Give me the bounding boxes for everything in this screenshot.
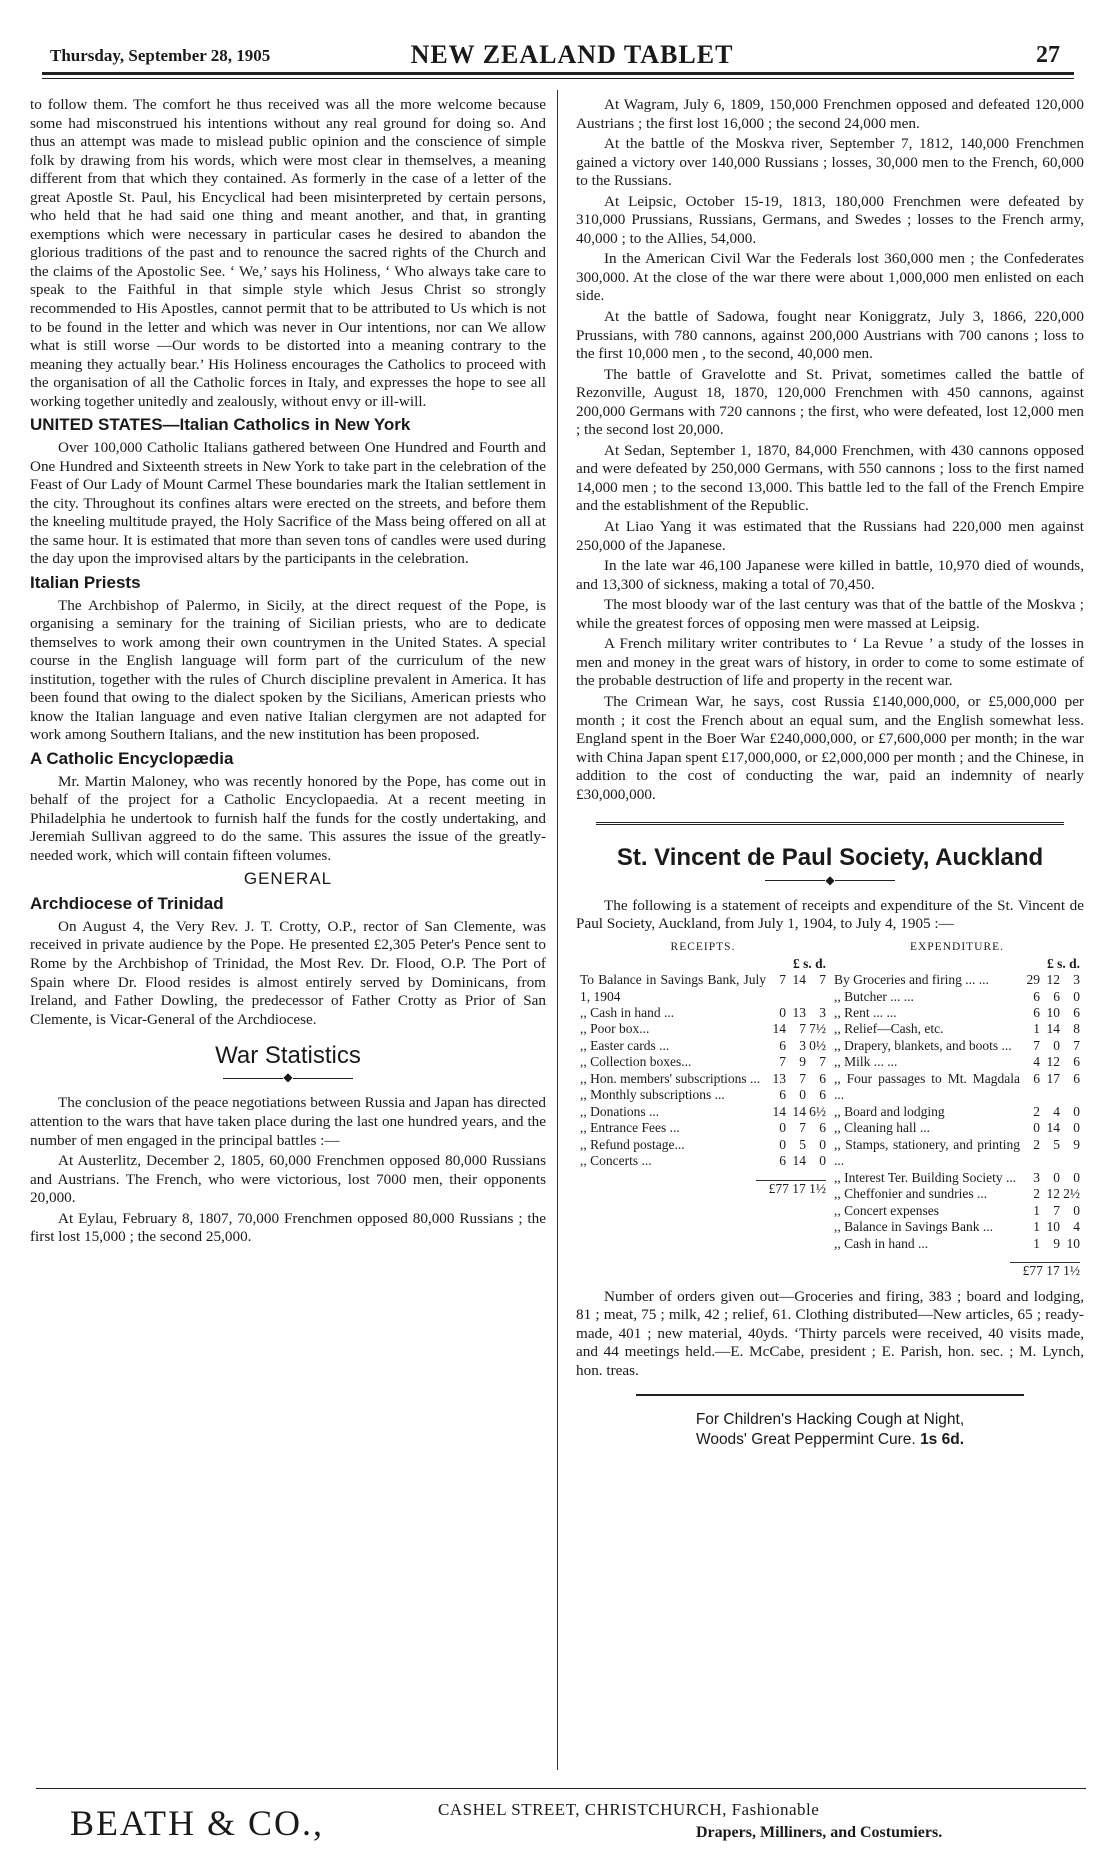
article-paragraph: At Sedan, September 1, 1870, 84,000 Frenchmen, with 430 cannons opposed and were defeated by 250,000 Germans, with 550 cannons ; loss to the first named 14,000 men ; to the second 13,000. This battle led to the fall of the French Empire and the establishment of the Republic.	[576, 441, 1084, 515]
section-heading: GENERAL	[243, 869, 333, 889]
pence-value: 6	[819, 1070, 826, 1086]
ledger-label: ,, Refund postage...	[580, 1136, 685, 1152]
shillings-value: 4	[1053, 1103, 1060, 1119]
ledger-row	[580, 1038, 826, 1054]
currency-header: £ s. d.	[792, 955, 826, 971]
ledger-row	[580, 1153, 826, 1169]
column-divider	[557, 90, 558, 1770]
firm-trade: Drapers, Milliners, and Costumiers.	[696, 1824, 943, 1841]
ledger-label: ,, Entrance Fees ...	[580, 1120, 680, 1136]
pence-value: 0½	[809, 1037, 826, 1053]
pounds-value: 0	[1033, 1120, 1040, 1136]
shillings-value: 10	[1046, 1005, 1060, 1021]
ledger-label: ,, Interest Ter. Building Society ...	[834, 1169, 1017, 1185]
advertisement	[576, 1410, 1084, 1449]
page-number: 27	[1036, 42, 1060, 68]
pence-value: 10	[1066, 1235, 1080, 1251]
article-paragraph: The following is a statement of receipts and expenditure of the St. Vincent de Paul Society, Auckland, from July 1, 1904, to July 4, 1905 :—	[576, 896, 1084, 933]
section-separator	[636, 1394, 1024, 1396]
ledger-row	[834, 1203, 1080, 1219]
ledger-row	[580, 972, 826, 1005]
header-rule	[42, 72, 1074, 75]
pounds-value: 13	[772, 1070, 786, 1086]
section-heading: A Catholic Encyclopædia	[30, 748, 234, 768]
article-paragraph: to follow them. The comfort he thus received was all the more welcome because some had misconstrued his intentions without any real ground for doing so. And thus an attempt was made to mislead public opinion and the conscience of simple folk by drawing from his words, which were most clear in themselves, a meaning different from that which they contained. As formerly in the case of a letter of the great Apostle St. Paul, his Encyclical had been misinterpreted by certain persons, who held that he had said one thing and meant another, and that, in granting exemptions which were necessary in particular cases he desired to abandon the glorious traditions of the past and to renounce the sacred rights of the Church and the claims of the Apostolic See. ‘ We,’ says his Holiness, ‘ Who always take care to speak to the Faithful in that simple style which Jesus Christ so strongly recommended to His Apostles, cannot permit that to be attributed to Us which is not to be found in the letter and which was never in Our intentions, nor can We allow what is still worse —Our words to be distorted into a meaning contrary to the meaning they actually bear.’ His Holiness encourages the Catholics to proceed with the organisation of all the Catholic forces in Italy, and expresses the hope to see all working together unitedly and zealously, without envy or ill-will.	[30, 96, 546, 410]
ledger-label: ,, Hon. members' subscriptions ...	[580, 1070, 761, 1086]
receipts-list	[580, 972, 826, 1170]
pence-value: 7	[1073, 1037, 1080, 1053]
ornament-divider: ◆	[30, 1072, 546, 1082]
ledger-label: ,, Cash in hand ...	[834, 1235, 929, 1251]
pounds-value: 2	[1033, 1186, 1040, 1202]
ledger-label: ,, Balance in Savings Bank ...	[834, 1219, 993, 1235]
ledger-row	[834, 1071, 1080, 1104]
shillings-value: 14	[792, 972, 806, 988]
ledger-row	[580, 1071, 826, 1087]
ad-line: For Children's Hacking Cough at Night,	[695, 1411, 965, 1429]
ledger-label: ,, Collection boxes...	[580, 1054, 692, 1070]
shillings-value: 5	[799, 1136, 806, 1152]
pence-value: 0	[1073, 1120, 1080, 1136]
ledger-label: ,, Monthly subscriptions ...	[580, 1087, 725, 1103]
shillings-value: 3	[799, 1037, 806, 1053]
article-title: War Statistics	[215, 1042, 361, 1070]
pence-value: 6½	[809, 1103, 826, 1119]
shillings-value: 9	[1053, 1235, 1060, 1251]
ledger-label: ,, Concerts ...	[580, 1153, 652, 1169]
shillings-value: 10	[1046, 1219, 1060, 1235]
pounds-value: 6	[779, 1087, 786, 1103]
shillings-value: 12	[1046, 972, 1060, 988]
pounds-value: 29	[1026, 972, 1040, 988]
article-paragraph: At the battle of Sadowa, fought near Koniggratz, July 3, 1866, 220,000 Prussians, with 780 cannons, against 200,000 Austrians with 700 canons ; loss to the first 10,000 men , to the second, 40,000 men.	[576, 308, 1084, 363]
ledger-label: ,, Board and lodging	[834, 1103, 945, 1119]
ledger-row	[834, 1104, 1080, 1120]
ledger-row	[834, 1120, 1080, 1136]
pence-value: 6	[1073, 1070, 1080, 1086]
pence-value: 3	[819, 1005, 826, 1021]
ad-price: 1s 6d.	[920, 1430, 965, 1448]
ledger-row	[834, 1054, 1080, 1070]
shillings-value: 0	[799, 1087, 806, 1103]
ledger-row	[580, 1137, 826, 1153]
article-paragraph: A French military writer contributes to ‘ La Revue ’ a study of the losses in men and money in the great wars of history, in order to come to some estimate of the probable destruction of life and property in the recent war.	[576, 635, 1084, 690]
pounds-value: 7	[779, 1054, 786, 1070]
firm-address: CASHEL STREET, CHRISTCHURCH, Fashionable	[438, 1800, 820, 1819]
article-paragraph: On August 4, the Very Rev. J. T. Crotty, O.P., rector of San Clemente, was received in private audience by the Pope. He presented £2,305 Peter's Pence sent to Rome by the Archbishop of Trinidad, the Most Rev. Dr. Flood, O.P. The Port of Spain where Dr. Flood resides is almost entirely served by Dominicans, from Ireland, and Father Dowling, the predecessor of Father Crotty as Prior of San Clemente, is Vicar-General of the Archdiocese.	[30, 917, 546, 1028]
receipts-label: RECEIPTS.	[670, 940, 736, 953]
ledger-label: ,, Cleaning hall ...	[834, 1120, 930, 1136]
article-paragraph: The conclusion of the peace negotiations between Russia and Japan has directed attention to the wars that have taken place during the last one hundred years, and the number of men engaged in the principal battles :—	[30, 1094, 546, 1149]
ledger-label: ,, Concert expenses	[834, 1202, 939, 1218]
pence-value: 0	[1073, 1202, 1080, 1218]
receipts-column	[576, 940, 830, 1280]
ledger-row	[834, 1186, 1080, 1202]
ledger-row	[834, 1137, 1080, 1170]
expenditure-list	[834, 972, 1080, 1252]
pounds-value: 14	[772, 1021, 786, 1037]
ornament-divider: ◆	[576, 875, 1084, 885]
article-paragraph: Number of orders given out—Groceries and firing, 383 ; board and lodging, 81 ; meat, 75 ; milk, 42 ; relief, 61. Clothing distributed—New articles, 65 ; ready-made, 401 ; new material, 40yds. ‘Thirty parcels were received, 40 visits made, and 44 meetings held.—E. McCabe, president ; E. Parish, hon. sec. ; M. Lynch, hon. treas.	[576, 1287, 1084, 1379]
article-title: St. Vincent de Paul Society, Auckland	[616, 844, 1044, 872]
firm-name: BEATH & CO.,	[70, 1803, 325, 1843]
shillings-value: 7	[799, 1070, 806, 1086]
ledger-label: By Groceries and firing ... ...	[834, 972, 989, 988]
pence-value: 6	[1073, 1054, 1080, 1070]
receipts-total: £77 17 1½	[756, 1180, 826, 1197]
section-separator	[596, 822, 1064, 825]
pounds-value: 7	[779, 972, 786, 988]
article-paragraph: In the late war 46,100 Japanese were killed in battle, 10,970 died of wounds, and 13,300 of sickness, making a total of 70,450.	[576, 557, 1084, 593]
pounds-value: 6	[779, 1037, 786, 1053]
pence-value: 7	[819, 972, 826, 988]
ledger-row	[834, 1236, 1080, 1252]
ledger-row	[834, 1021, 1080, 1037]
pence-value: 6	[819, 1087, 826, 1103]
section-heading: UNITED STATES—Italian Catholics in New York	[30, 415, 411, 435]
shillings-value: 0	[1053, 1169, 1060, 1185]
pounds-value: 2	[1033, 1103, 1040, 1119]
ad-product: Woods' Great Peppermint Cure.	[695, 1430, 916, 1448]
pence-value: 6	[1073, 1005, 1080, 1021]
shillings-value: 9	[799, 1054, 806, 1070]
header-rule-thin	[42, 78, 1074, 79]
article-paragraph: At Liao Yang it was estimated that the Russians had 220,000 men against 250,000 of the Japanese.	[576, 518, 1084, 554]
ledger-row	[580, 1120, 826, 1136]
article-paragraph: The Crimean War, he says, cost Russia £140,000,000, or £5,000,000 per month ; it cost the French about an equal sum, and the English somewhat less. England spent in the Boer War £240,000,000, or £7,600,000 per month; in the war with China Japan spent £17,000,000, or £2,000,000 per month ; and the Chinese, in addition to the cost of conducting the war, paid an indemnity of nearly £30,000,000.	[576, 692, 1084, 803]
ledger-row	[834, 1038, 1080, 1054]
pence-value: 0	[1073, 1103, 1080, 1119]
article-paragraph: At Eylau, February 8, 1807, 70,000 Frenchmen opposed 80,000 Russians ; the first lost 15,000 ; the second 25,000.	[30, 1209, 546, 1246]
shillings-value: 14	[1046, 1021, 1060, 1037]
article-paragraph: In the American Civil War the Federals lost 360,000 men ; the Confederates 300,000. At the close of the war there were about 1,000,000 men enlisted on each side.	[576, 250, 1084, 305]
ledger-label: ,, Easter cards ...	[580, 1037, 670, 1053]
shillings-value: 13	[792, 1005, 806, 1021]
ledger-label: ,, Cash in hand ...	[580, 1005, 675, 1021]
pounds-value: 6	[779, 1153, 786, 1169]
pence-value: 0	[819, 1136, 826, 1152]
article-paragraph: Over 100,000 Catholic Italians gathered between One Hundred and Fourth and One Hundred and Sixteenth streets in New York to take part in the celebration of the Feast of Our Lady of Mount Carmel These boundaries mark the Italian settlement in the city. Throughout its confines altars were erected on the streets, and before them the kneeling multitude prayed, the Holy Sacrifice of the Mass being offered on all at the same hour. It is estimated that more than seven tons of candles were used during the day upon the improvised altars by the participants in the celebration.	[30, 439, 546, 568]
pence-value: 9	[1073, 1136, 1080, 1152]
ledger-label: ,, Relief—Cash, etc.	[834, 1021, 944, 1037]
page-footer-advert	[36, 1788, 1086, 1858]
shillings-value: 6	[1053, 988, 1060, 1004]
ledger-row	[580, 1087, 826, 1103]
ledger-row	[580, 1005, 826, 1021]
article-paragraph: At Wagram, July 6, 1809, 150,000 Frenchmen opposed and defeated 120,000 Austrians ; the first lost 16,000 ; the second 24,000 men.	[576, 96, 1084, 132]
article-paragraph: The battle of Gravelotte and St. Privat, sometimes called the battle of Rezonville, August 18, 1870, 120,000 Frenchmen with 450 cannons, against 200,000 Germans with 720 cannons ; the first, who were defeated, lost 12,000 men ; the second lost 20,000.	[576, 365, 1084, 439]
pounds-value: 0	[779, 1005, 786, 1021]
pounds-value: 2	[1033, 1136, 1040, 1152]
ledger-label: ,, Poor box...	[580, 1021, 650, 1037]
ledger-row	[580, 1054, 826, 1070]
footer-rule	[36, 1788, 1086, 1789]
pounds-value: 6	[1033, 1005, 1040, 1021]
section-heading: Italian Priests	[30, 572, 141, 592]
pounds-value: 4	[1033, 1054, 1040, 1070]
ledger-label: ,, Cheffonier and sundries ...	[834, 1186, 988, 1202]
expenditure-column	[830, 940, 1084, 1280]
pence-value: 6	[819, 1120, 826, 1136]
pounds-value: 1	[1033, 1219, 1040, 1235]
right-column	[576, 96, 1084, 1449]
shillings-value: 7	[799, 1021, 806, 1037]
shillings-value: 5	[1053, 1136, 1060, 1152]
ledger-label: ,, Four passages to Mt. Magdala ...	[834, 1070, 1020, 1103]
shillings-value: 12	[1046, 1186, 1060, 1202]
issue-date: Thursday, September 28, 1905	[50, 46, 271, 65]
pounds-value: 0	[779, 1120, 786, 1136]
article-paragraph: At the battle of the Moskva river, September 7, 1812, 140,000 Frenchmen gained a victory over 140,000 Russians ; losses, 30,000 men to the French, 60,000 to the Russians.	[576, 135, 1084, 190]
pounds-value: 1	[1033, 1202, 1040, 1218]
ledger-label: ,, Stamps, stationery, and printing ...	[834, 1136, 1020, 1169]
ledger-row	[580, 1021, 826, 1037]
shillings-value: 17	[1046, 1070, 1060, 1086]
pounds-value: 6	[1033, 988, 1040, 1004]
pounds-value: 1	[1033, 1235, 1040, 1251]
pence-value: 0	[1073, 1169, 1080, 1185]
pounds-value: 1	[1033, 1021, 1040, 1037]
shillings-value: 14	[1046, 1120, 1060, 1136]
ad-line	[576, 1430, 1084, 1449]
ledger-row	[834, 1219, 1080, 1235]
pence-value: 3	[1073, 972, 1080, 988]
shillings-value: 12	[1046, 1054, 1060, 1070]
article-paragraph: The Archbishop of Palermo, in Sicily, at the direct request of the Pope, is organising a seminary for the training of Sicilian priests, who are to dedicate themselves to work among their own countrymen in the United States. A special course in the English language will form part of the curriculum of the new institution, together with the rules of Church discipline prevalent in America. It has been found that owing to the dialect spoken by the Sicilians, American priests who know the Italian language and even native Italian clergymen are not adapted for work among Southern Italians, and the new institution has been proposed.	[30, 596, 546, 744]
shillings-value: 7	[799, 1120, 806, 1136]
expenditure-label: EXPENDITURE.	[909, 940, 1005, 953]
pence-value: 0	[819, 1153, 826, 1169]
left-column	[30, 96, 546, 1249]
financial-statement	[576, 940, 1084, 1280]
masthead: NEW ZEALAND TABLET	[410, 40, 734, 69]
expenditure-total: £77 17 1½	[1010, 1262, 1080, 1279]
ledger-label: ,, Donations ...	[580, 1103, 660, 1119]
pence-value: 8	[1073, 1021, 1080, 1037]
pounds-value: 3	[1033, 1169, 1040, 1185]
page-header	[42, 40, 1072, 70]
shillings-value: 0	[1053, 1037, 1060, 1053]
ledger-row	[834, 1170, 1080, 1186]
pounds-value: 7	[1033, 1037, 1040, 1053]
pounds-value: 6	[1033, 1070, 1040, 1086]
shillings-value: 14	[792, 1153, 806, 1169]
pounds-value: 0	[779, 1136, 786, 1152]
ledger-label: ,, Drapery, blankets, and boots ...	[834, 1037, 1012, 1053]
ledger-row	[580, 1104, 826, 1120]
ledger-label: ,, Milk ... ...	[834, 1054, 898, 1070]
pence-value: 7	[819, 1054, 826, 1070]
ledger-label: ,, Butcher ... ...	[834, 988, 914, 1004]
ledger-row	[834, 1005, 1080, 1021]
ledger-label: To Balance in Savings Bank, July 1, 1904	[580, 972, 766, 1004]
article-paragraph: The most bloody war of the last century was that of the battle of the Moskva ; while the greatest forces of opposing men were massed at Leipsig.	[576, 596, 1084, 632]
pence-value: 7½	[809, 1021, 826, 1037]
section-heading: Archdiocese of Trinidad	[30, 894, 224, 914]
shillings-value: 7	[1053, 1202, 1060, 1218]
ledger-row	[834, 972, 1080, 988]
pence-value: 4	[1073, 1219, 1080, 1235]
shillings-value: 14	[792, 1103, 806, 1119]
pounds-value: 14	[772, 1103, 786, 1119]
pence-value: 0	[1073, 988, 1080, 1004]
article-paragraph: Mr. Martin Maloney, who was recently honored by the Pope, has come out in behalf of the project for a Catholic Encyclopaedia. At a recent meeting in Philadelphia he undertook to furnish half the funds for the costly undertaking, and Jeremiah Sullivan aggreed to do the same. This assures the issue of the greatly-needed work, which will contain fifteen volumes.	[30, 772, 546, 864]
currency-header: £ s. d.	[1046, 955, 1080, 971]
ledger-label: ,, Rent ... ...	[834, 1005, 897, 1021]
article-paragraph: At Austerlitz, December 2, 1805, 60,000 Frenchmen opposed 80,000 Russians and Austrians. The French, who were victorious, lost 7000 men, their opponents 20,000.	[30, 1152, 546, 1207]
article-paragraph: At Leipsic, October 15-19, 1813, 180,000 Frenchmen were defeated by 310,000 Prussians, Russians, Germans, and Swedes ; losses to the French army, 40,000 ; to the Allies, 54,000.	[576, 192, 1084, 247]
pence-value: 2½	[1063, 1186, 1080, 1202]
ledger-row	[834, 989, 1080, 1005]
